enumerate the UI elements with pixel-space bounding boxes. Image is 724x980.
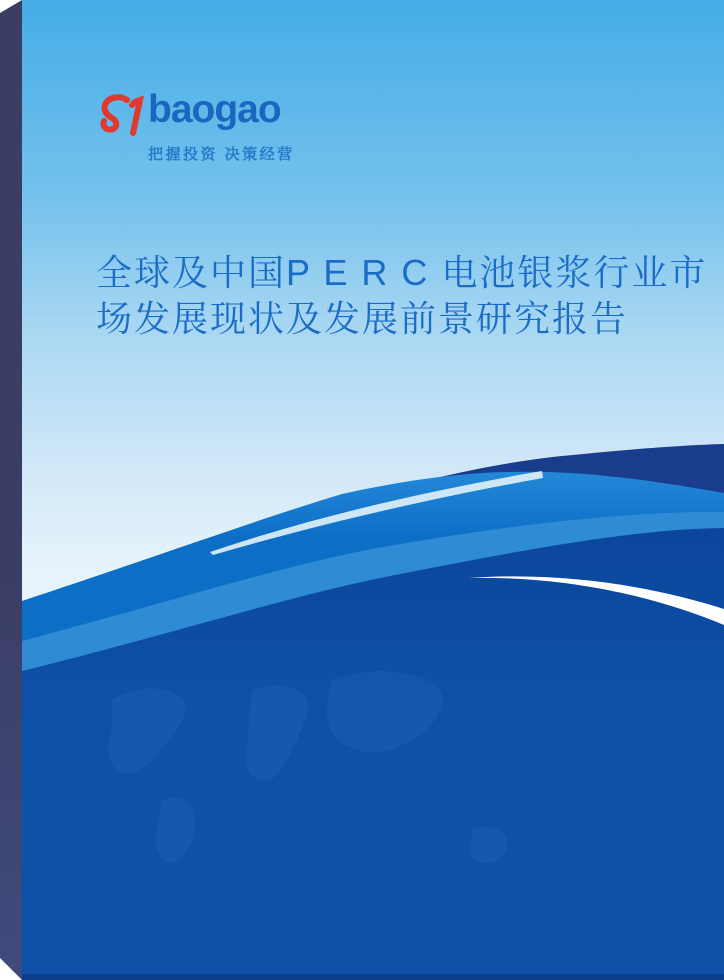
report-title-line1: 全球及中国P E R C 电池银浆行业市 (96, 252, 708, 293)
report-title (96, 250, 708, 342)
report-title-line2: 场发展现状及发展前景研究报告 (96, 298, 629, 339)
logo-51-mark-icon (94, 94, 146, 140)
logo-row (94, 90, 295, 140)
logo-wordmark: baogao (148, 88, 281, 131)
book-spine (0, 0, 22, 980)
bottom-edge-strip (22, 974, 724, 980)
logo-tagline: 把握投资 决策经营 (148, 146, 295, 163)
logo (94, 90, 295, 164)
